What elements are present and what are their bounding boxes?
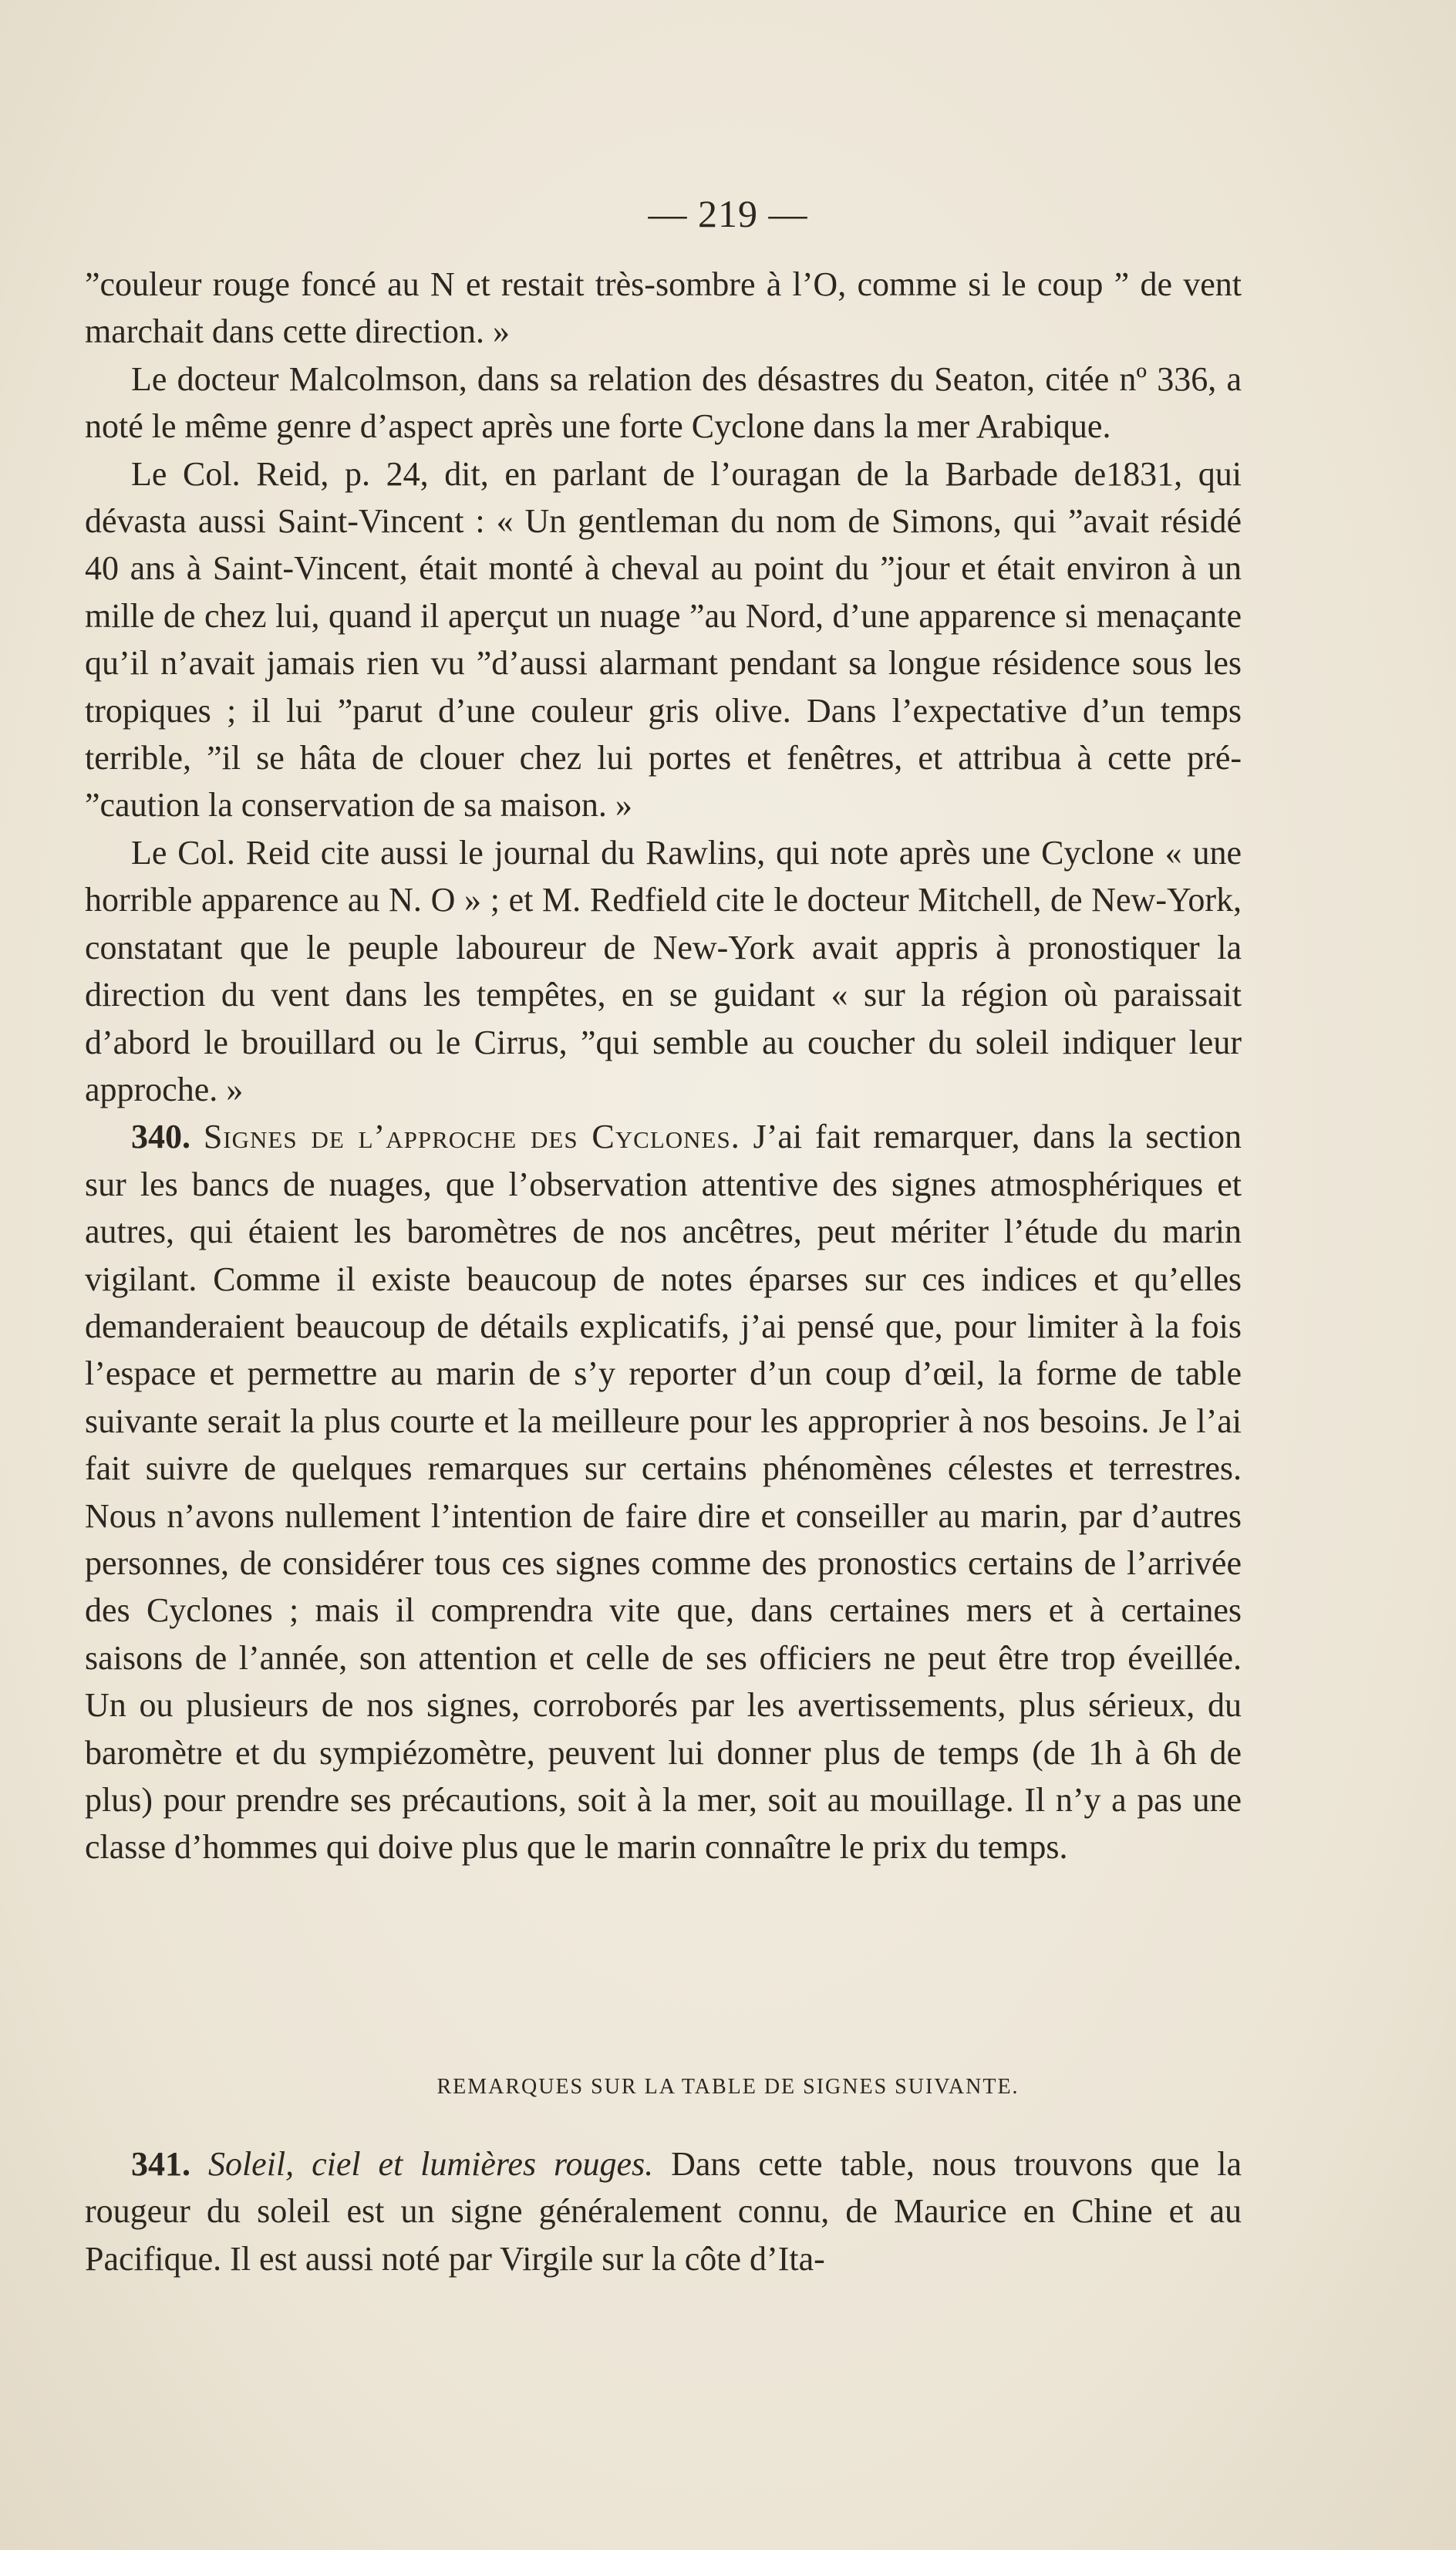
paragraph: Le docteur Malcolmson, dans sa relation des désastres du Seaton, citée nº 336, a noté le même genre d’aspect après une forte Cyclone dans la mer Arabique.: [85, 359, 1242, 446]
body-text: [85, 261, 1242, 1871]
paragraph: ”couleur rouge foncé au N et restait très-sombre à l’O, comme si le coup ” de vent marchait dans cette direction. »: [85, 265, 1242, 351]
section-341: [85, 2140, 1242, 2282]
section-title: Signes de l’approche des Cyclones.: [203, 1118, 740, 1156]
paragraph: Le Col. Reid, p. 24, dit, en parlant de l’ouragan de la Barbade de1831, qui dévasta aussi Saint-Vincent : « Un gentleman du nom de Simons, qui ”avait résidé 40 ans à Saint-Vincent, était monté à cheval au point du ”jour et était environ à un mille de chez lui, quand il aperçut un nuage ”au Nord, d’une apparence si menaçante qu’il n’avait jamais rien vu ”d’aussi alarmant pendant sa longue résidence sous les tropiques ; il lui ”parut d’une couleur gris olive. Dans l’expectative d’un temps terrible, ”il se hâta de clouer chez lui portes et fenêtres, et attribua à cette pré- ”caution la conservation de sa maison. »: [85, 454, 1242, 825]
paragraph: Le Col. Reid cite aussi le journal du Rawlins, qui note après une Cyclone « une horrible apparence au N. O » ; et M. Redfield cite le docteur Mitchell, de New-York, constatant que le peuple laboureur de New-York avait appris à pronostiquer la direction du vent dans les tempêtes, en se guidant « sur la région où paraissait d’abord le brouillard ou le Cirrus, ”qui semble au coucher du soleil indiquer leur approche. »: [85, 833, 1242, 1108]
section-text: Dans cette table, nous trouvons que la rougeur du soleil est un signe généralement connu, de Maurice en Chine et au Pacifique. Il est aussi noté par Virgile sur la côte d’Ita-: [85, 2145, 1242, 2278]
section-title: Soleil, ciel et lumières rouges.: [207, 2145, 654, 2183]
section-340: [85, 1113, 1242, 1871]
section-heading: REMARQUES SUR LA TABLE DE SIGNES SUIVANTE.: [436, 2075, 1020, 2099]
section-number: 341.: [131, 2145, 190, 2183]
body-text-2: [85, 2140, 1242, 2282]
page-number: — 219 —: [648, 192, 808, 235]
section-number: 340.: [131, 1118, 190, 1156]
section-text: J’ai fait remarquer, dans la section sur les bancs de nuages, que l’observation attentive des signes atmosphériques et autres, qui étaient les baromètres de nos ancêtres, peut mériter l’étude du marin vigilant. Comme il existe beaucoup de notes éparses sur ces indices et qu’elles demanderaient beaucoup de détails explicatifs, j’ai pensé que, pour limiter à la fois l’espace et permettre au marin de s’y reporter d’un coup d’œil, la forme de table suivante serait la plus courte et la meilleure pour les approprier à nos besoins. Je l’ai fait suivre de quelques remarques sur certains phénomènes célestes et terrestres. Nous n’avons nullement l’intention de faire dire et conseiller au marin, par d’autres personnes, de considérer tous ces signes comme des pronostics certains de l’arrivée des Cyclones ; mais il comprendra vite que, dans certaines mers et à certaines saisons de l’année, son attention et celle de ses officiers ne peut être trop éveillée. Un ou plusieurs de nos signes, corroborés par les avertissements, plus sérieux, du baromètre et du sympiézomètre, peuvent lui donner plus de temps (de 1h à 6h de plus) pour prendre ses précautions, soit à la mer, soit au mouillage. Il n’y a pas une classe d’hommes qui doive plus que le marin connaître le prix du temps.: [85, 1118, 1242, 1867]
